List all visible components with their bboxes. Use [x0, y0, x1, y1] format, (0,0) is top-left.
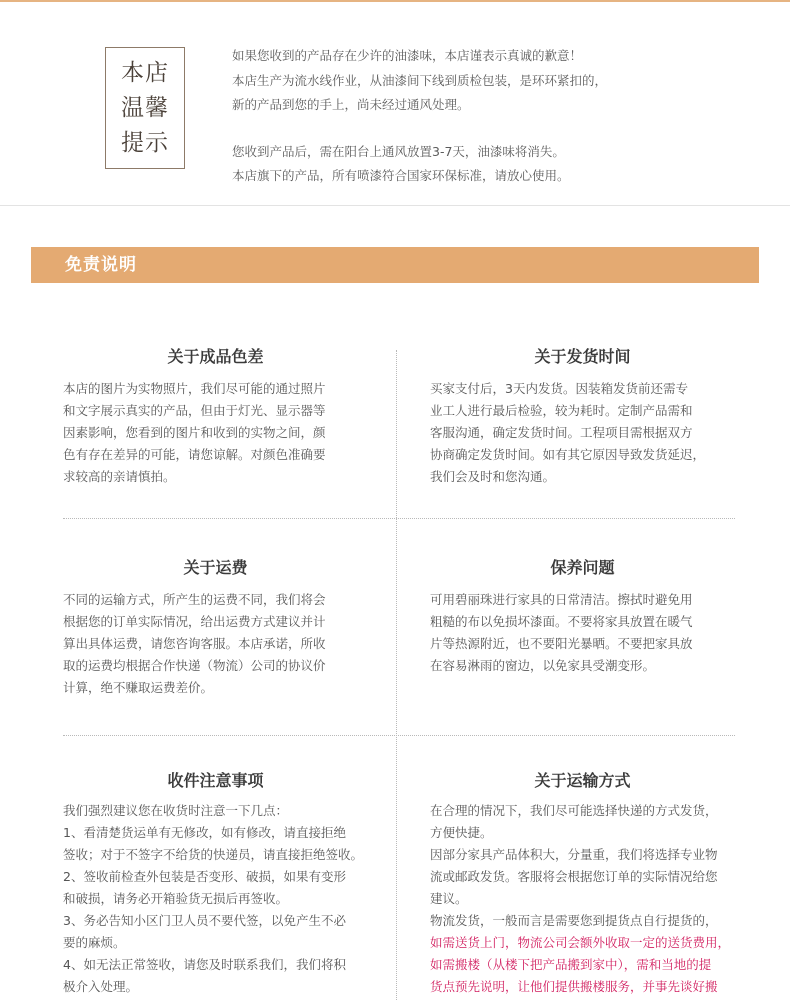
disclaimer-title: 免责说明 — [65, 255, 137, 275]
block-receiving-notes — [63, 770, 368, 998]
notice-line: 新的产品到您的手上，尚未经过通风处理。 — [232, 97, 470, 112]
body-line: 色有存在差异的可能，请您谅解。对颜色准确要 — [63, 447, 326, 462]
body-line: 要的麻烦。 — [63, 935, 126, 950]
body-line: 在合理的情况下，我们尽可能选择快递的方式发货， — [430, 803, 718, 818]
body-line: 取的运费均根据合作快递（物流）公司的协议价 — [63, 658, 326, 673]
horizontal-dotted-divider-1 — [63, 518, 735, 519]
body-line: 3、务必告知小区门卫人员不要代签，以免产生不必 — [63, 913, 346, 928]
body-line: 片等热源附近，也不要阳光暴晒。不要把家具放 — [430, 636, 693, 651]
block-title: 关于运输方式 — [534, 771, 631, 790]
body-line: 1、看清楚货运单有无修改，如有修改，请直接拒绝 — [63, 825, 346, 840]
block-body — [430, 589, 735, 677]
body-line: 和破损，请务必开箱验货无损后再签收。 — [63, 891, 289, 906]
badge-line-2: 温馨 — [121, 94, 169, 121]
block-color-difference — [63, 346, 368, 488]
body-line: 建议。 — [430, 891, 468, 906]
body-line: 我们强烈建议您在收货时注意一下几点： — [63, 803, 289, 818]
block-transport-method — [430, 770, 735, 998]
alert-line: 如需送货上门，物流公司会额外收取一定的送货费用， — [430, 935, 731, 950]
body-line: 4、如无法正常签收，请您及时联系我们，我们将积 — [63, 957, 346, 972]
body-line: 在容易淋雨的窗边，以免家具受潮变形。 — [430, 658, 656, 673]
body-line: 客服沟通，确定发货时间。工程项目需根据双方 — [430, 425, 693, 440]
body-line: 物流发货，一般而言是需要您到提货点自行提货的， — [430, 913, 718, 928]
body-line: 2、签收前检查外包装是否变形、破损，如果有变形 — [63, 869, 346, 884]
block-title: 收件注意事项 — [167, 771, 264, 790]
body-line: 极介入处理。 — [63, 979, 139, 994]
badge-line-3: 提示 — [121, 129, 169, 156]
block-body — [430, 378, 735, 488]
horizontal-dotted-divider-2 — [63, 735, 735, 736]
block-freight — [63, 557, 368, 699]
body-line: 可用碧丽珠进行家具的日常清洁。擦拭时避免用 — [430, 592, 693, 607]
disclaimer-header — [31, 247, 759, 283]
body-line: 签收；对于不签字不给货的快递员，请直接拒绝签收。 — [63, 847, 364, 862]
body-line: 和文字展示真实的产品，但由于灯光、显示器等 — [63, 403, 326, 418]
body-line: 我们会及时和您沟通。 — [430, 469, 556, 484]
warm-notice-text — [232, 44, 772, 189]
block-body — [63, 378, 368, 488]
body-line: 不同的运输方式，所产生的运费不同，我们将会 — [63, 592, 326, 607]
section-divider — [0, 205, 790, 206]
block-body — [63, 589, 368, 699]
body-line: 粗糙的布以免损坏漆面。不要将家具放置在暖气 — [430, 614, 693, 629]
body-line: 本店的图片为实物照片，我们尽可能的通过照片 — [63, 381, 326, 396]
body-line: 求较高的亲请慎拍。 — [63, 469, 176, 484]
vertical-dotted-divider — [396, 350, 397, 1000]
body-line: 计算，绝不赚取运费差价。 — [63, 680, 214, 695]
notice-line: 如果您收到的产品存在少许的油漆味，本店谨表示真诚的歉意！ — [232, 48, 583, 63]
badge-line-1: 本店 — [121, 59, 169, 86]
body-line: 协商确定发货时间。如有其它原因导致发货延迟， — [430, 447, 706, 462]
top-accent-rule — [0, 0, 790, 2]
block-body — [430, 800, 735, 998]
block-body — [63, 800, 368, 998]
block-title: 关于发货时间 — [534, 347, 631, 366]
block-maintenance — [430, 557, 735, 677]
body-line: 因素影响，您看到的图片和收到的实物之间，颜 — [63, 425, 326, 440]
body-line: 因部分家具产品体积大，分量重，我们将选择专业物 — [430, 847, 718, 862]
block-title: 关于成品色差 — [167, 347, 264, 366]
notice-line: 本店旗下的产品，所有喷漆符合国家环保标准，请放心使用。 — [232, 168, 570, 183]
body-line: 业工人进行最后检验，较为耗时。定制产品需和 — [430, 403, 693, 418]
block-title: 关于运费 — [183, 558, 248, 577]
notice-line: 您收到产品后，需在阳台上通风放置3-7天，油漆味将消失。 — [232, 143, 565, 159]
warm-notice-badge — [105, 47, 185, 169]
body-line: 流或邮政发货。客服将会根据您订单的实际情况给您 — [430, 869, 718, 884]
notice-line: 本店生产为流水线作业，从油漆间下线到质检包装，是环环紧扣的， — [232, 72, 608, 88]
body-line: 方便快捷。 — [430, 825, 493, 840]
body-line: 算出具体运费，请您咨询客服。本店承诺，所收 — [63, 636, 326, 651]
body-line: 根据您的订单实际情况，给出运费方式建议并计 — [63, 614, 326, 629]
alert-line: 货点预先说明，让他们提供搬楼服务，并事先谈好搬 — [430, 979, 718, 994]
alert-line: 如需搬楼（从楼下把产品搬到家中），需和当地的提 — [430, 957, 712, 972]
body-line: 买家支付后，3天内发货。因装箱发货前还需专 — [430, 381, 688, 396]
block-shipping-time — [430, 346, 735, 488]
block-title: 保养问题 — [550, 558, 615, 577]
